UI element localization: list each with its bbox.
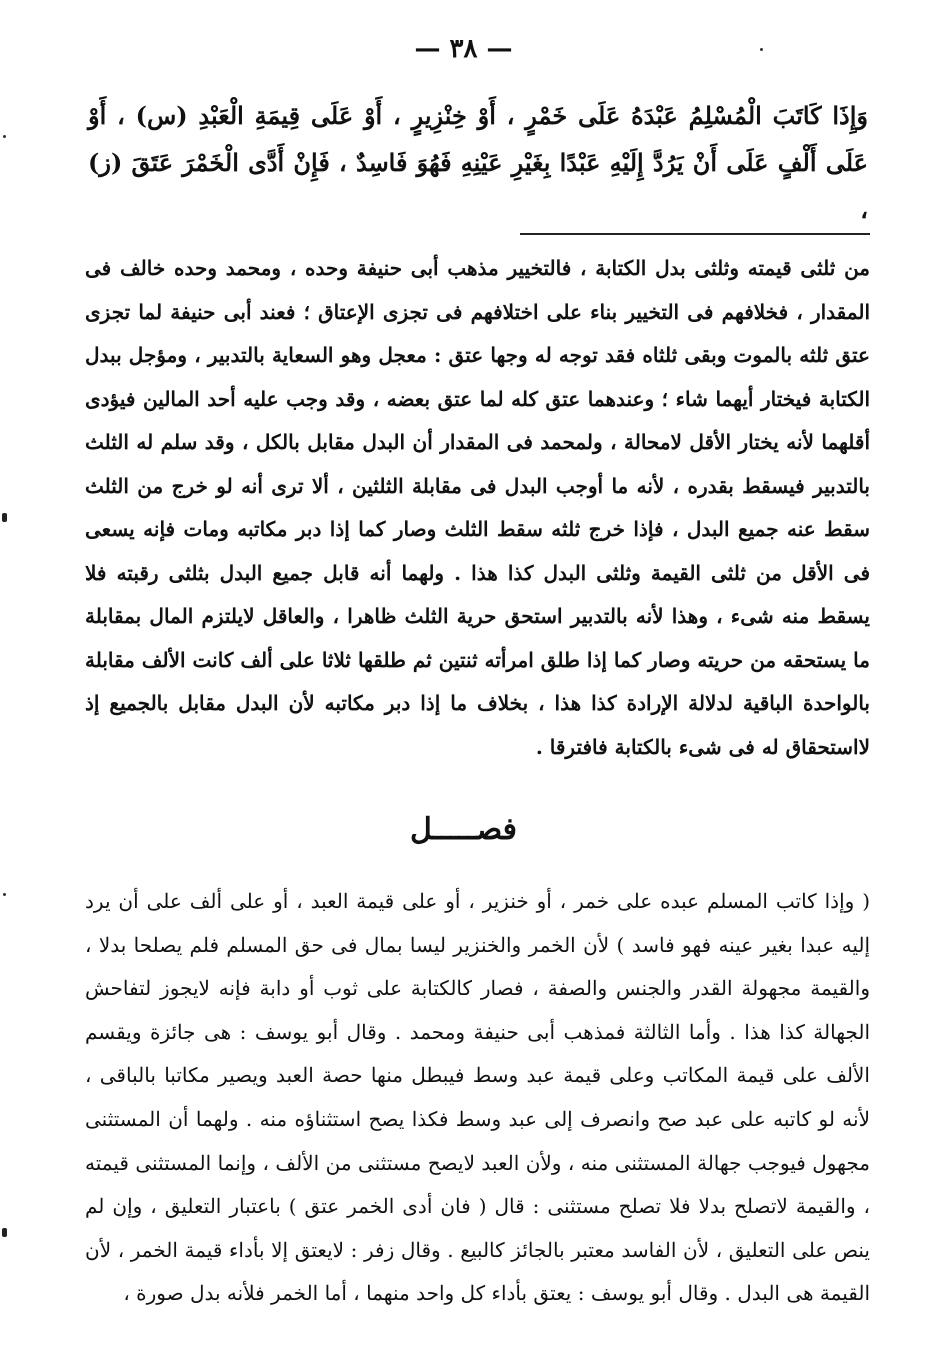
page-number: — ٣٨ — [414,34,513,64]
separator-rule [520,233,870,235]
commentary-text: من ثلثى قيمته وثلثى بدل الكتابة ، فالتخيير مذهب أبى حنيفة وحده ، ومحمد وحده خالف فى المقدار ، فخلافهم فى التخيير بناء على اختلافهم فى تجزى الإعتاق ؛ فعند أبى حنيفة لما تجزى عتق ثلثه بالموت وبقى ثلثاه فقد توجه له وجها عتق : معجل وهو السعاية بالتدبير ، ومؤجل ببدل الكتابة فيختار أيهما شاء ؛ وعندهما عتق كله لما عتق بعضه ، وقد وجب عليه أحد المالين فيؤدى أقلهما لأنه يختار الأقل لامحالة ، ولمحمد فى المقدار أن البدل مقابل بالكل ، وقد سلم له الثلث بالتدبير فيسقط بقدره ، لأنه ما أوجب البدل فى مقابلة الثلثين ، ألا ترى أنه لو خرج من الثلث سقط عنه جميع البدل ، فإذا خرج ثلثه سقط الثلث وصار كما إذا دبر مكاتبه ومات فإنه يسعى فى الأقل من ثلثى القيمة وثلثى البدل كذا هذا . ولهما أنه قابل جميع البدل بثلثى رقبته فلا يسقط منه شىء ، وهذا لأنه بالتدبير استحق حرية الثلث ظاهرا ، والعاقل لايلتزم المال بمقابلة ما يستحقه من حريته وصار كما إذا طلق امرأته ثنتين ثم طلقها ثلاثا على ألف كانت الألف مقابلة بالواحدة الباقية لدلالة الإرادة كذا هذا ، بخلاف ما إذا دبر مكاتبه لأن البدل مقابل بالجميع إذ لااستحقاق له فى شىء بالكتابة فافترقا . [85,256,871,759]
section-heading: فصـــــل [409,812,518,847]
matn-text: وَإِذَا كَاتَبَ الْمُسْلِمُ عَبْدَهُ عَلَى خَمْرٍ ، أَوْ خِنْزِيرٍ ، أَوْ عَلَى قِيمَةِ الْعَبْدِ (س) ، أَوْ عَلَى أَلْفٍ عَلَى أَنْ يَرُدَّ إِلَيْهِ عَبْدًا بِغَيْرِ عَيْنِهِ فَهُوَ فَاسِدٌ ، فَإِنْ أَدَّى الْخَمْرَ عَتَقَ (ز) ، [88,101,868,224]
margin-dot-mark [2,1228,7,1237]
page-speck-mark [760,48,763,51]
margin-speck-mark [3,893,6,896]
margin-speck-mark [3,135,6,138]
section-body-text: ( وإذا كاتب المسلم عبده على خمر ، أو خنزير ، أو على قيمة العبد ، أو على ألف على أن يرد إليه عبدا بغير عينه فهو فاسد ) لأن الخمر والخنزير ليسا بمال فى حق المسلم فلم يصلحا بدلا ، والقيمة مجهولة القدر والجنس والصفة ، فصار كالكتابة على ثوب أو دابة فإنه لايجوز لتفاحش الجهالة كذا هذا . وأما الثالثة فمذهب أبى حنيفة ومحمد . وقال أبو يوسف : هى جائزة ويقسم الألف على قيمة المكاتب وعلى قيمة عبد وسط فيبطل منها حصة العبد ويصير مكاتبا بالباقى ، لأنه لو كاتبه على عبد صح وانصرف إلى عبد وسط فكذا يصح استثناؤه منه . ولهما أن المستثنى مجهول فيوجب جهالة المستثنى منه ، ولأن العبد لايصح مستثنى من الألف ، وإنما المستثنى قيمته ، والقيمة لاتصلح بدلا فلا تصلح مستثنى : قال ( فان أدى الخمر عتق ) باعتبار التعليق ، وإن لم ينص على التعليق ، لأن الفاسد معتبر بالجائز كالبيع . وقال زفر : لايعتق إلا بأداء قيمة الخمر ، لأن القيمة هى البدل . وقال أبو يوسف : يعتق بأداء كل واحد منهما ، أما الخمر فلأنه بدل صورة ، [85,889,871,1306]
margin-dot-mark [2,513,7,522]
